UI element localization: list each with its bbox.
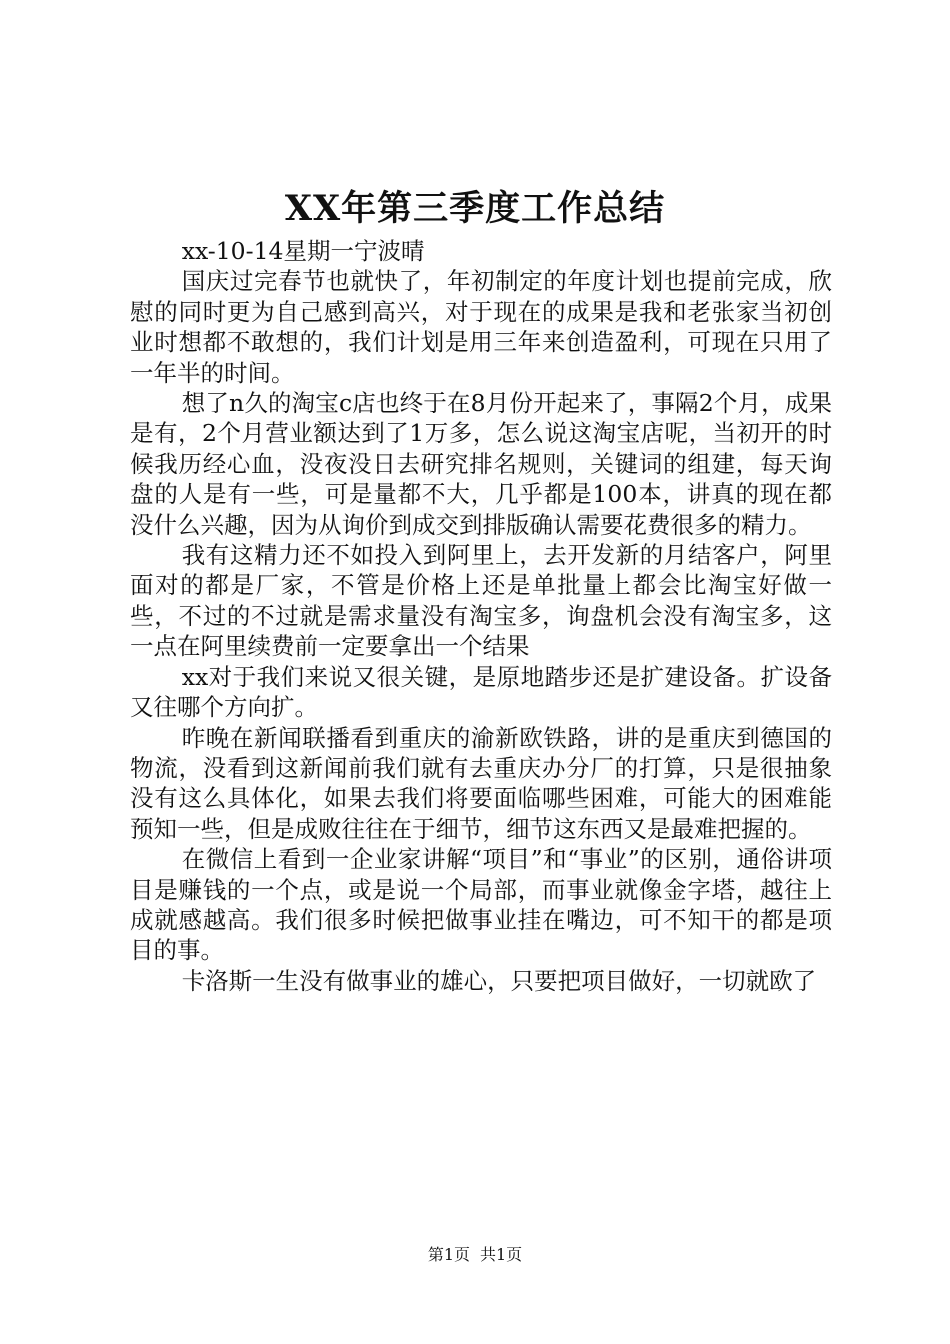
page-number: 第1页 (427, 1245, 470, 1264)
date-line: xx-10-14星期一宁波晴 (181, 237, 425, 265)
page-footer (0, 1244, 950, 1266)
paragraph-6: 在微信上看到一企业家讲解“项目”和“事业”的区别，通俗讲项目是赚钱的一个点，或是说一个局部，而事业就像金字塔，越往上成就感越高。我们很多时候把做事业挂在嘴边，可不知干的都是项目的事。 (130, 845, 832, 965)
paragraph-5: 昨晚在新闻联播看到重庆的渝新欧铁路，讲的是重庆到德国的物流，没看到这新闻前我们就有去重庆办分厂的打算，只是很抽象没有这么具体化，如果去我们将要面临哪些困难，可能大的困难能预知一些，但是成败往往在于细节，细节这东西又是最难把握的。 (130, 723, 832, 843)
paragraph-2: 想了n久的淘宝c店也终于在8月份开起来了，事隔2个月，成果是有，2个月营业额达到了1万多，怎么说这淘宝店呢，当初开的时候我历经心血，没夜没日去研究排名规则，关键词的组建，每天询盘的人是有一些，可是量都不大，几乎都是100本，讲真的现在都没什么兴趣，因为从询价到成交到排版确认需要花费很多的精力。 (130, 389, 832, 539)
paragraph-4: xx对于我们来说又很关键，是原地踏步还是扩建设备。扩设备又往哪个方向扩。 (130, 662, 832, 722)
document-title: XX年第三季度工作总结 (284, 188, 666, 229)
page-total: 共1页 (480, 1245, 523, 1264)
paragraph-1: 国庆过完春节也就快了，年初制定的年度计划也提前完成，欣慰的同时更为自己感到高兴，对于现在的成果是我和老张家当初创业时想都不敢想的，我们计划是用三年来创造盈利，可现在只用了一年半的时间。 (130, 267, 832, 387)
paragraph-7: 卡洛斯一生没有做事业的雄心，只要把项目做好，一切就欧了 (181, 966, 817, 995)
paragraph-3: 我有这精力还不如投入到阿里上，去开发新的月结客户，阿里面对的都是厂家，不管是价格上还是单批量上都会比淘宝好做一些，不过的不过就是需求量没有淘宝多，询盘机会没有淘宝多，这一点在阿里续费前一定要拿出一个结果 (130, 541, 832, 661)
document-body (130, 236, 832, 996)
